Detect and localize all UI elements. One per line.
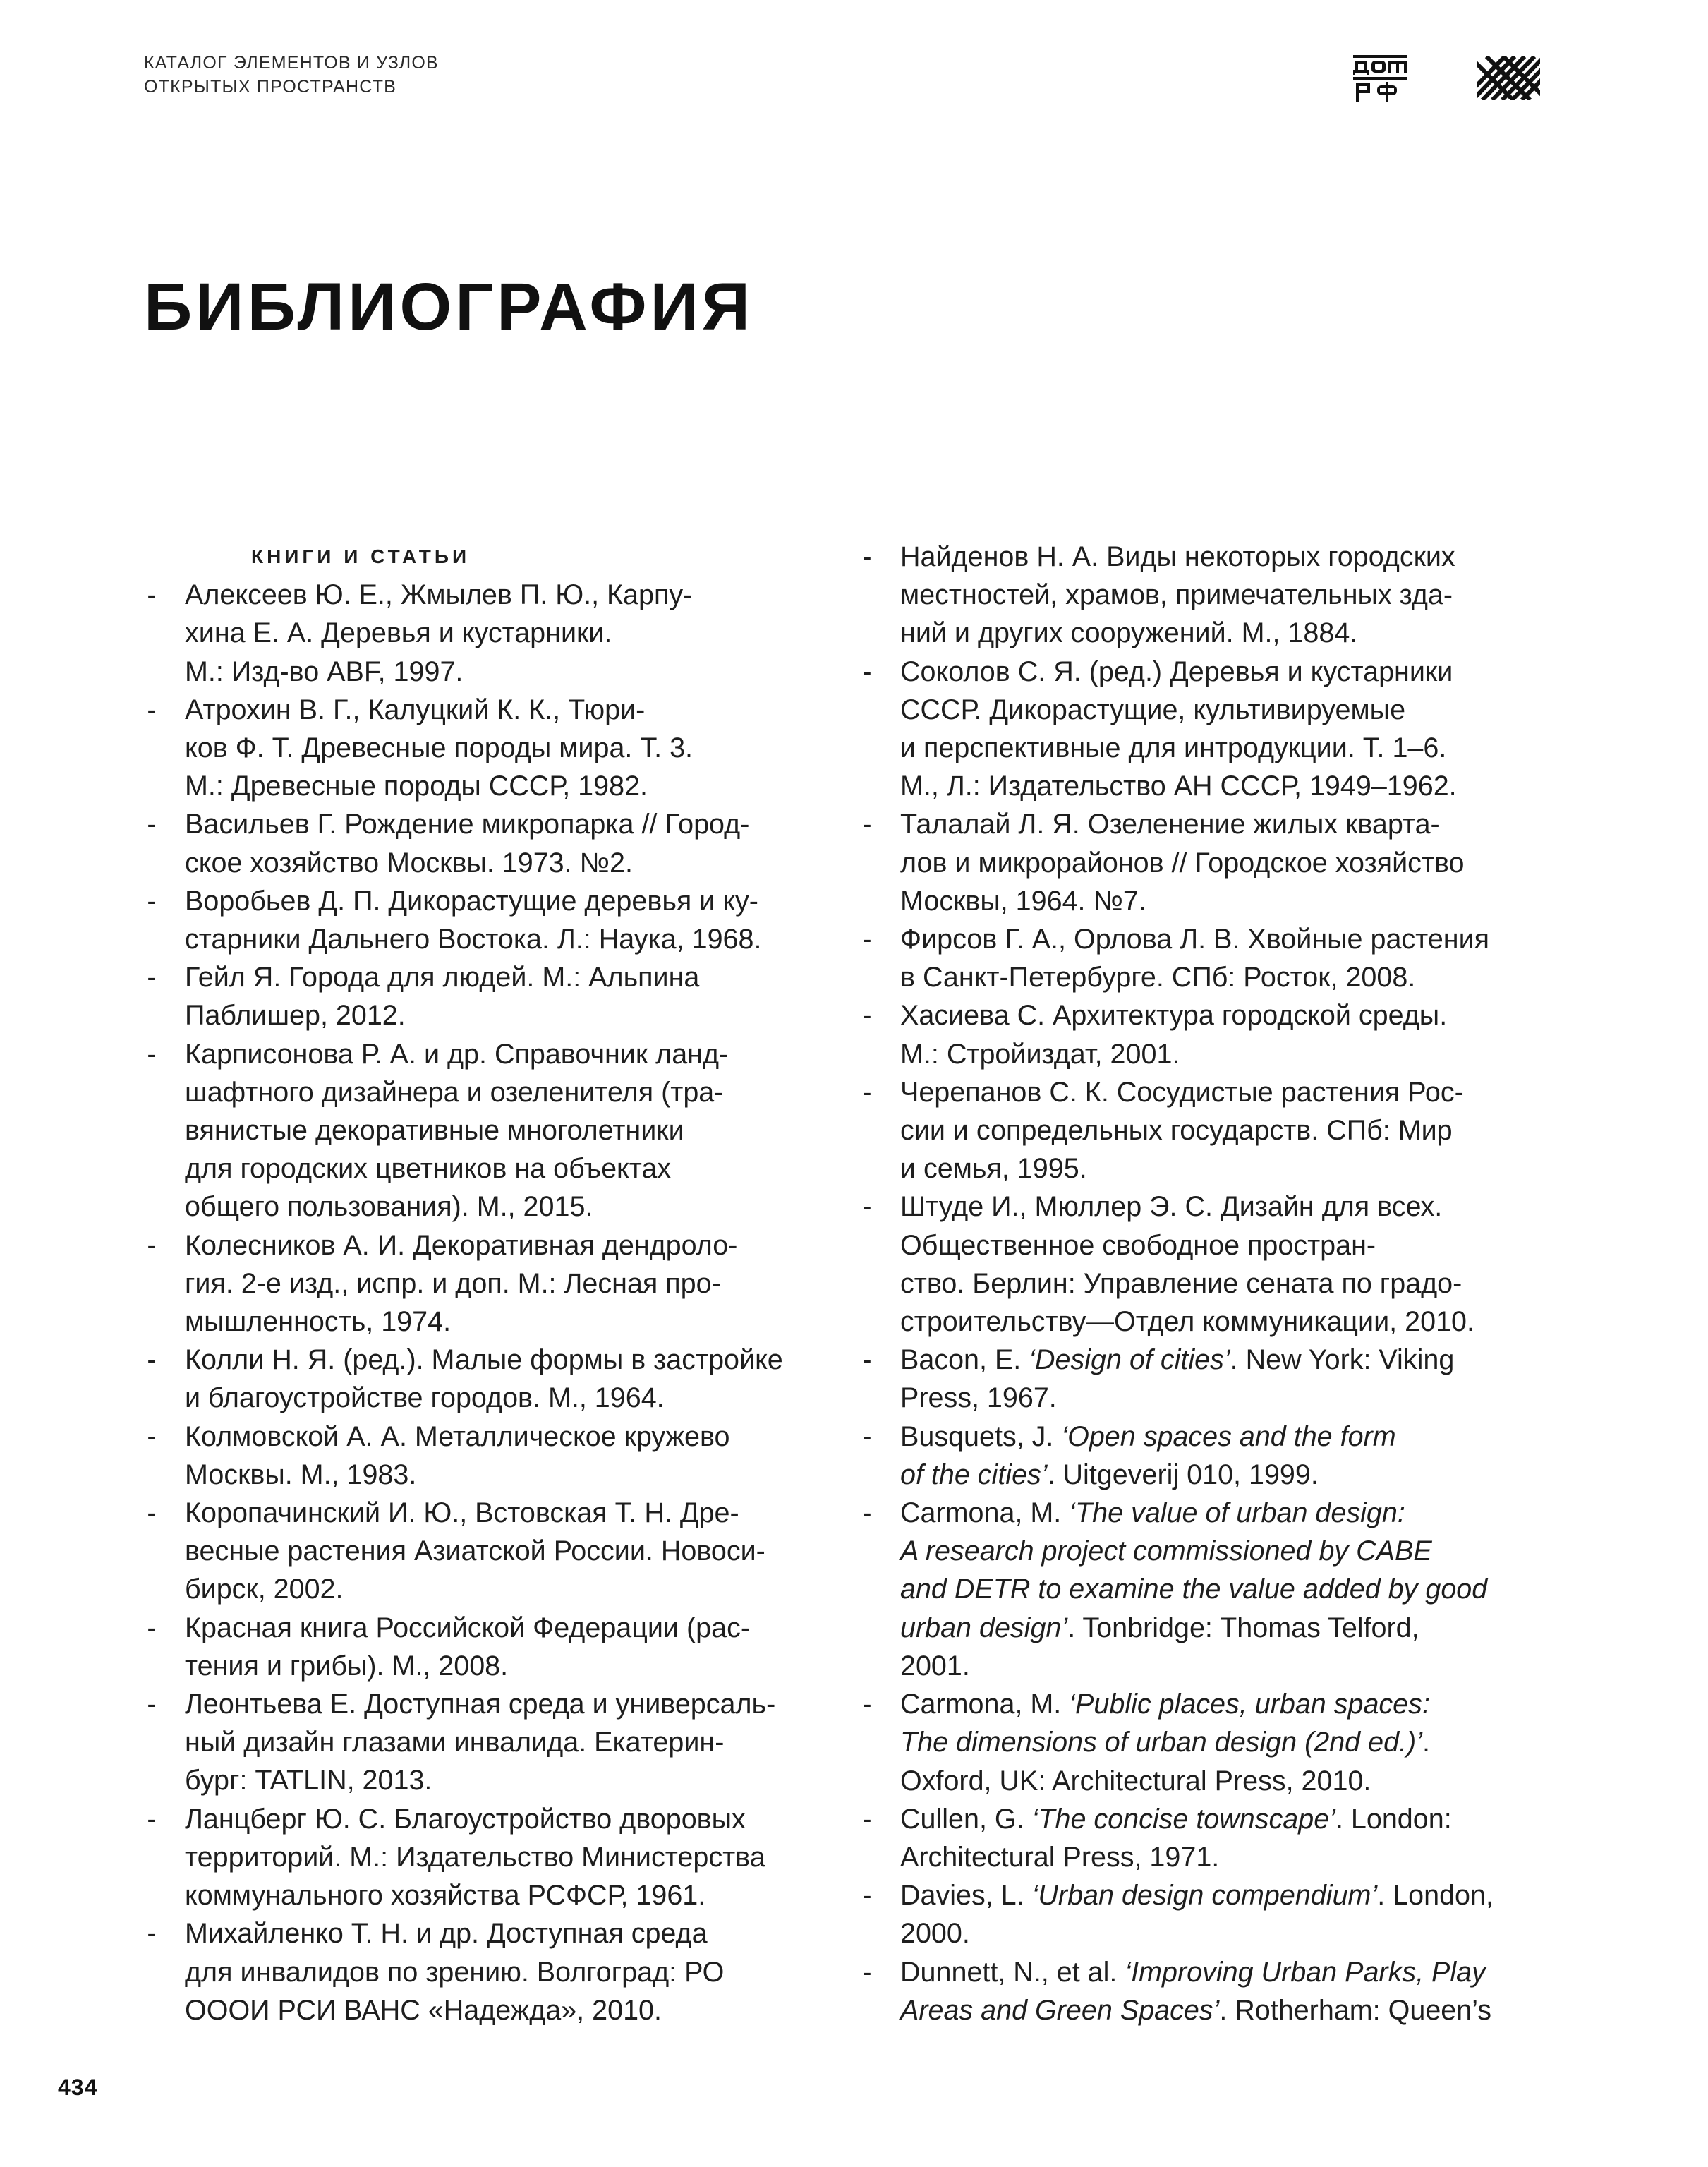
entry-line: Найденов Н. А. Виды некоторых городских [900,541,1455,572]
entry-text: Bacon, E. [900,1344,1029,1376]
entry-line: для инвалидов по зрению. Волгоград: РО [185,1956,725,1988]
bibliography-column-left [141,538,832,2029]
entry-title-italic: of the cities’ [900,1459,1048,1490]
entry-line: и благоустройстве городов. М., 1964. [185,1382,665,1414]
bibliography-column-right [856,538,1562,2029]
list-dash: - [862,1497,872,1529]
entry-line: М., Л.: Издательство АН СССР, 1949–1962. [900,771,1457,802]
entry-line [900,1418,1562,1456]
entry-line: территорий. М.: Издательство Министерства [185,1841,765,1873]
running-header-line: ОТКРЫТЫХ ПРОСТРАНСТВ [144,77,397,97]
bibliography-entry [141,1341,832,1417]
entry-line: Атрохин В. Г., Калуцкий К. К., Тюри- [185,694,646,725]
bibliography-entry [856,1418,1562,1494]
entry-text: Architectural Press, 1971. [900,1841,1220,1873]
entry-line: мышленность, 1974. [185,1306,452,1338]
diagonal-pattern-logo [1477,56,1540,100]
entry-title-italic: Areas and Green Spaces’ [900,1994,1220,2026]
entry-line: сии и сопредельных государств. СПб: Мир [900,1115,1453,1147]
entry-text: Carmona, M. [900,1497,1070,1529]
entry-line: М.: Изд-во ABF, 1997. [185,656,464,687]
entry-line: ный дизайн глазами инвалида. Екатерин- [185,1727,725,1758]
entry-text: 2000. [900,1918,970,1950]
entry-line: весные растения Азиатской России. Новоси- [185,1535,765,1567]
bibliography-entry [856,1073,1562,1188]
entry-line: Колесников А. И. Декоративная дендроло- [185,1229,738,1261]
entry-line: общего пользования). М., 2015. [185,1191,593,1223]
entry-line: СССР. Дикорастущие, культивируемые [900,694,1406,725]
entry-title-italic: urban design’ [900,1612,1068,1643]
entry-title-italic: ‘The value of urban design: [1069,1497,1405,1529]
entry-line: строительству—Отдел коммуникации, 2010. [900,1306,1474,1338]
entry-line: Алексеев Ю. Е., Жмылев П. Ю., Карпу- [185,579,693,611]
entry-title-italic: and DETR to examine the value added by good [900,1574,1488,1605]
list-dash: - [862,1344,872,1376]
list-dash: - [862,1689,872,1720]
list-dash: - [862,1000,872,1032]
entry-line: Ланцберг Ю. С. Благоустройство дворовых [185,1803,746,1835]
list-dash: - [862,656,872,687]
entry-line [900,1379,1562,1417]
entry-line: М.: Стройиздат, 2001. [900,1038,1180,1070]
entry-line: Фирсов Г. А., Орлова Л. В. Хвойные растения [900,924,1490,955]
list-dash: - [862,1420,872,1452]
list-dash: - [862,1956,872,1988]
entry-line: старники Дальнего Востока. Л.: Наука, 1968. [185,924,762,955]
list-dash: - [147,885,157,917]
entry-line: ство. Берлин: Управление сената по градо- [900,1267,1462,1299]
entry-line [900,1456,1562,1494]
running-header [144,51,439,99]
bibliography-entry [141,1800,832,1915]
entry-line: Михайленко Т. Н. и др. Доступная среда [185,1918,708,1950]
bibliography-entry [141,1418,832,1494]
entry-line: Леонтьева Е. Доступная среда и универсаль- [185,1689,776,1720]
entry-line: вянистые декоративные многолетники [185,1115,684,1147]
bibliography-entry [856,920,1562,996]
list-dash: - [147,1497,157,1529]
entry-line: Гейл Я. Города для людей. М.: Альпина [185,962,700,994]
list-dash: - [862,541,872,572]
list-dash: - [147,1918,157,1950]
entry-text: . [1422,1727,1430,1758]
list-dash: - [862,809,872,840]
entry-line [900,1800,1562,1838]
dom-rf-logo [1353,55,1407,102]
entry-line [900,1685,1562,1723]
entry-title-italic: The dimensions of urban design (2nd ed.)’ [900,1727,1422,1758]
entry-line: коммунального хозяйства РСФСР, 1961. [185,1880,706,1912]
bibliography-entry [856,805,1562,920]
entry-line: Карписонова Р. А. и др. Справочник ланд- [185,1038,729,1070]
entry-line [900,1953,1562,1991]
entry-line [900,1494,1562,1532]
bibliography-entry [141,1494,832,1609]
entry-title-italic: ‘Public places, urban spaces: [1069,1689,1430,1720]
entry-line: Колли Н. Я. (ред.). Малые формы в застройке [185,1344,783,1376]
entry-line: ское хозяйство Москвы. 1973. №2. [185,847,633,879]
entry-line [900,1723,1562,1761]
entry-title-italic: ‘Open spaces and the form [1061,1420,1396,1452]
entry-text: Dunnett, N., et al. [900,1956,1125,1988]
list-dash: - [147,1038,157,1070]
entry-line: Штуде И., Мюллер Э. С. Дизайн для всех. [900,1191,1443,1223]
entry-line: бирск, 2002. [185,1574,344,1605]
bibliography-entry [141,805,832,881]
bibliography-entry [856,653,1562,806]
section-heading: КНИГИ И СТАТЬИ [251,545,471,567]
bibliography-list [856,538,1562,2029]
entry-line: и семья, 1995. [900,1153,1087,1185]
entry-line: в Санкт-Петербурге. СПб: Росток, 2008. [900,962,1416,994]
entry-line: ний и других сооружений. М., 1884. [900,617,1358,649]
bibliography-entry [856,1953,1562,2029]
bibliography-entry [141,691,832,806]
bibliography-entry [856,996,1562,1073]
entry-text: Busquets, J. [900,1420,1062,1452]
page-number: 434 [58,2075,98,2100]
entry-title-italic: ‘Urban design compendium’ [1031,1880,1378,1912]
entry-text: . Tonbridge: Thomas Telford, [1067,1612,1419,1643]
entry-title-italic: ‘Improving Urban Parks, Play [1125,1956,1486,1988]
bibliography-entry [141,1685,832,1800]
list-dash: - [147,809,157,840]
entry-line: ОООИ РСИ ВАНС «Надежда», 2010. [185,1994,662,2026]
entry-text: Oxford, UK: Architectural Press, 2010. [900,1765,1371,1797]
entry-line: Хасиева С. Архитектура городской среды. [900,1000,1448,1032]
bibliography-entry [141,1035,832,1226]
entry-line: Москвы, 1964. №7. [900,885,1146,917]
bibliography-entry [856,1685,1562,1800]
running-header-line: КАТАЛОГ ЭЛЕМЕНТОВ И УЗЛОВ [144,53,439,73]
entry-line: гия. 2-е изд., испр. и доп. М.: Лесная про- [185,1267,721,1299]
entry-line: Красная книга Российской Федерации (рас- [185,1612,750,1643]
entry-line: М.: Древесные породы СССР, 1982. [185,771,648,802]
bibliography-entry [141,882,832,958]
entry-line: Воробьев Д. П. Дикорастущие деревья и ку- [185,885,758,917]
entry-line: местностей, храмов, примечательных зда- [900,579,1453,611]
entry-line: шафтного дизайнера и озеленителя (тра- [185,1076,724,1108]
entry-line [900,1838,1562,1876]
entry-line: Колмовской А. А. Металлическое кружево [185,1420,730,1452]
entry-text: 2001. [900,1650,970,1682]
entry-line: Васильев Г. Рождение микропарка // Город- [185,809,750,840]
entry-line [900,1341,1562,1379]
list-dash: - [147,1229,157,1261]
list-dash: - [147,962,157,994]
entry-line: Паблишер, 2012. [185,1000,406,1032]
entry-line: Москвы. М., 1983. [185,1459,417,1490]
bibliography-entry [141,576,832,691]
list-dash: - [862,1803,872,1835]
entry-line: Соколов С. Я. (ред.) Деревья и кустарники [900,656,1453,687]
list-dash: - [862,1880,872,1912]
entry-line: Черепанов С. К. Сосудистые растения Рос- [900,1076,1464,1108]
list-dash: - [147,694,157,725]
bibliography-entry [141,958,832,1034]
list-dash: - [862,924,872,955]
entry-line: ков Ф. Т. Древесные породы мира. Т. 3. [185,732,694,763]
bibliography-entry [141,1914,832,2029]
list-dash: - [862,1076,872,1108]
list-dash: - [862,1191,872,1223]
entry-line [900,1991,1562,2029]
entry-title-italic: ‘Design of cities’ [1029,1344,1230,1376]
entry-line: хина Е. А. Деревья и кустарники. [185,617,612,649]
bibliography-entry [856,538,1562,653]
entry-text: . Uitgeverij 010, 1999. [1047,1459,1319,1490]
bibliography-entry [856,1800,1562,1876]
entry-line: Коропачинский И. Ю., Встовская Т. Н. Дре- [185,1497,739,1529]
bibliography-entry [856,1876,1562,1952]
entry-text: . Rotherham: Queen’s [1219,1994,1492,2026]
entry-line [900,1609,1562,1647]
entry-line [900,1762,1562,1800]
entry-title-italic: A research project commissioned by CABE [900,1535,1432,1567]
bibliography-entry [856,1341,1562,1417]
entry-line: для городских цветников на объектах [185,1153,672,1185]
bibliography-entry [856,1494,1562,1685]
entry-text: . London, [1377,1880,1494,1912]
entry-text: . London: [1335,1803,1452,1835]
entry-line [900,1570,1562,1608]
entry-line: тения и грибы). М., 2008. [185,1650,509,1682]
entry-line: бург: TATLIN, 2013. [185,1765,432,1797]
entry-line: Общественное свободное простран- [900,1229,1376,1261]
entry-text: . New York: Viking [1230,1344,1455,1376]
list-dash: - [147,579,157,611]
list-dash: - [147,1344,157,1376]
entry-title-italic: ‘The concise townscape’ [1031,1803,1335,1835]
bibliography-list [141,576,832,2029]
entry-line [900,1532,1562,1570]
bibliography-entry [141,1226,832,1341]
list-dash: - [147,1612,157,1643]
bibliography-entry [856,1188,1562,1341]
list-dash: - [147,1689,157,1720]
entry-line: лов и микрорайонов // Городское хозяйство [900,847,1465,879]
entry-text: Davies, L. [900,1880,1032,1912]
entry-line [900,1914,1562,1952]
entry-line [900,1647,1562,1685]
entry-line [900,1876,1562,1914]
entry-line: и перспективные для интродукции. Т. 1–6. [900,732,1447,764]
list-dash: - [147,1803,157,1835]
list-dash: - [147,1420,157,1452]
bibliography-entry [141,1609,832,1685]
entry-text: Carmona, M. [900,1689,1070,1720]
page-title: БИБЛИОГРАФИЯ [144,270,754,344]
entry-line: Талалай Л. Я. Озеленение жилых кварта- [900,809,1440,840]
entry-text: Cullen, G. [900,1803,1032,1835]
entry-text: Press, 1967. [900,1382,1057,1414]
